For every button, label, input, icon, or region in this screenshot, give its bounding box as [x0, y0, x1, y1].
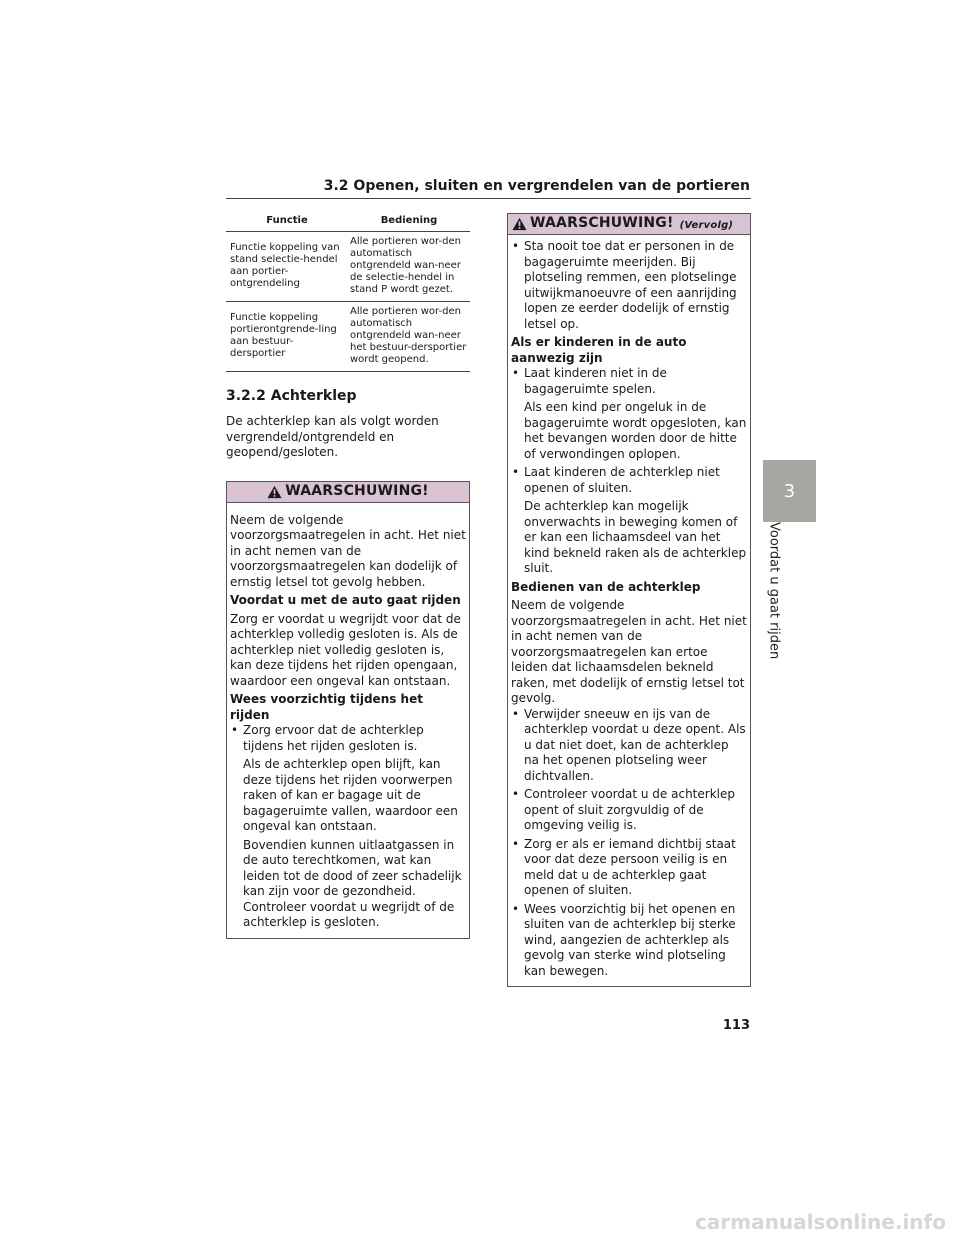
list-item-text: • Zorg ervoor dat de achterklep tijdens het rijden gesloten is. — [243, 723, 424, 753]
list-item — [511, 239, 747, 332]
list-item — [511, 902, 747, 980]
warning-subheading: Wees voorzichtig tijdens het rijden — [230, 692, 423, 722]
left-column — [226, 213, 470, 939]
header-rule — [226, 198, 751, 199]
list-item-text: Als een kind per ongeluk in de bagageruimte wordt opgesloten, kan het bevangen worden door de hitte of verwondingen oplopen. — [524, 400, 747, 461]
right-column — [507, 213, 751, 987]
operation-cell: Alle portieren wor-den automatisch ontgrendeld wan-neer het bestuur-dersportier wordt geopend. — [348, 302, 470, 372]
function-cell: Functie koppeling van stand selectie-hendel aan portier-ontgrendeling — [226, 232, 348, 302]
chapter-tab: 3 — [763, 460, 816, 522]
col-function-header: Functie — [226, 213, 348, 232]
header-title: 3.2 Openen, sluiten en vergrendelen van de portieren — [323, 178, 750, 194]
section-heading: 3.2.2 Achterklep — [226, 388, 357, 404]
warning-title: WAARSCHUWING! — [530, 215, 674, 232]
list-item-text: • Zorg er als er iemand dichtbij staat voor dat deze persoon veilig is en meld dat u de achterklep gaat openen of sluiten. — [524, 836, 736, 897]
list-item — [511, 837, 747, 899]
warning-title: WAARSCHUWING! — [285, 482, 429, 499]
warning-list — [511, 366, 747, 577]
function-cell: Functie koppeling portierontgrende-ling aan bestuur-dersportier — [226, 302, 348, 372]
warning-header — [508, 214, 750, 235]
list-item — [230, 723, 466, 931]
page-number: 113 — [722, 1018, 750, 1033]
list-item-text: • Sta nooit toe dat er personen in de bagageruimte meerijden. Bij plotseling remmen, een plotselinge uitwijkmanoeuvre of een aanrijding lopen ze eerder dodelijk of ernstig letsel op. — [524, 239, 737, 331]
warning-list — [230, 723, 466, 931]
warning-subheading: Voordat u met de auto gaat rijden — [230, 593, 461, 607]
warning-box-continued — [507, 213, 751, 987]
warning-subheading: Als er kinderen in de auto aanwezig zijn — [511, 335, 687, 365]
warning-box — [226, 481, 470, 939]
warning-paragraph: Neem de volgende voorzorgsmaatregelen in acht. Het niet in acht nemen van de voorzorgsmaatregelen kan ertoe leiden dat lichaamsdelen bekneld raken, met dodelijk of ernstig letsel tot gevolg. — [511, 598, 747, 705]
list-item — [511, 707, 747, 785]
warning-paragraph: Zorg er voordat u wegrijdt voor dat de achterklep volledig gesloten is. Als de achterklep niet volledig gesloten is, kan deze tijdens het rijden opengaan, waardoor een ongeval kan ontstaan. — [230, 611, 461, 688]
section-intro: De achterklep kan als volgt worden vergrendeld/ontgrendeld en geopend/gesloten. — [226, 414, 439, 459]
col-operation-header: Bediening — [348, 213, 470, 232]
warning-triangle-icon — [267, 485, 282, 499]
warning-body — [508, 235, 750, 986]
warning-subheading: Bedienen van de achterklep — [511, 579, 701, 594]
list-item-text: • Laat kinderen niet in de bagageruimte spelen. — [524, 366, 667, 396]
list-item — [511, 787, 747, 834]
warning-list — [511, 239, 747, 332]
list-item-text: • Controleer voordat u de achterklep opent of sluit zorgvuldig of de omgeving veilig is. — [524, 787, 735, 832]
warning-intro: Neem de volgende voorzorgsmaatregelen in acht. Het niet in acht nemen van de voorzorgsmaatregelen kan dodelijk of ernstig letsel tot gevolg hebben. — [230, 512, 466, 589]
watermark: carmanualsonline.info — [695, 1210, 946, 1234]
chapter-label: Voordat u gaat rijden — [766, 521, 782, 660]
list-item-text: Bovendien kunnen uitlaatgassen in de auto terechtkomen, wat kan leiden tot de dood of zeer schadelijk kan zijn voor de gezondheid. Controleer voordat u wegrijdt of de achterklep is gesloten. — [243, 837, 462, 929]
list-item — [511, 465, 747, 577]
list-item-text: Als de achterklep open blijft, kan deze tijdens het rijden voorwerpen raken of kan er bagage uit de bagageruimte vallen, waardoor een ongeval kan ontstaan. — [243, 757, 458, 833]
warning-body — [227, 503, 469, 938]
table-row — [226, 232, 470, 302]
table-row — [226, 302, 470, 372]
warning-list — [511, 707, 747, 980]
function-table — [226, 213, 470, 372]
warning-triangle-icon — [512, 217, 527, 231]
list-item-text: • Laat kinderen de achterklep niet openen of sluiten. — [524, 465, 720, 495]
list-item — [511, 366, 747, 462]
list-item-text: • Wees voorzichtig bij het openen en sluiten van de achterklep bij sterke wind, aangezien de achterklep als gevolg van sterke wind plotseling kan bewegen. — [524, 901, 736, 978]
operation-cell: Alle portieren wor-den automatisch ontgrendeld wan-neer de selectie-hendel in stand P wordt gezet. — [348, 232, 470, 302]
warning-continued-label: (Vervolg) — [679, 219, 734, 231]
list-item-text: De achterklep kan mogelijk onverwachts in beweging komen of er kan een lichaamsdeel van het kind bekneld raken als de achterklep sluit. — [524, 499, 747, 575]
list-item-text: • Verwijder sneeuw en ijs van de achterklep voordat u deze opent. Als u dat niet doet, kan de achterklep na het openen plotseling weer dichtvallen. — [524, 706, 746, 783]
warning-header — [227, 482, 469, 503]
